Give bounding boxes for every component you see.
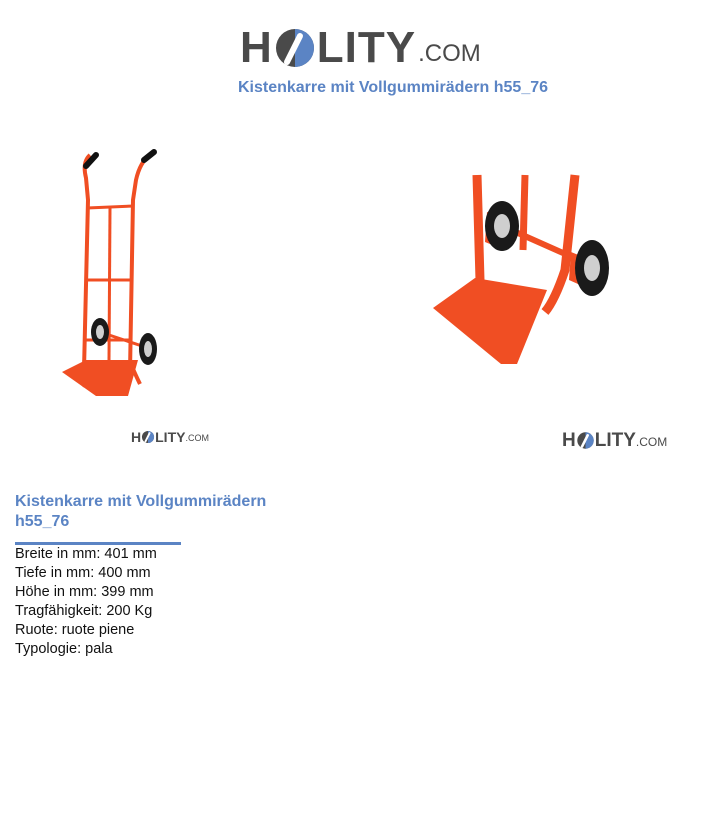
spec-depth: Tiefe in mm: 400 mm bbox=[15, 565, 151, 581]
logo-suffix: .COM bbox=[635, 435, 668, 449]
logo-letter-h: H bbox=[562, 430, 576, 451]
spec-wheels: Ruote: ruote piene bbox=[15, 622, 135, 638]
logo-o-icon bbox=[576, 431, 595, 450]
logo-word: LITY bbox=[316, 23, 417, 72]
spec-type: Typologie: pala bbox=[15, 641, 113, 657]
holity-logo-small bbox=[131, 430, 209, 444]
product-image-front bbox=[20, 140, 220, 410]
product-title: Kistenkarre mit Vollgummirädern h55_76 bbox=[15, 493, 267, 530]
logo-o-icon bbox=[141, 430, 155, 444]
spec-list bbox=[15, 545, 157, 659]
logo-word: LITY bbox=[594, 430, 636, 451]
holity-logo bbox=[240, 12, 481, 70]
spec-height: Höhe in mm: 399 mm bbox=[15, 584, 154, 600]
logo-suffix: .COM bbox=[418, 40, 481, 67]
logo-letter-h: H bbox=[240, 23, 273, 72]
spec-load-capacity: Tragfähigkeit: 200 Kg bbox=[15, 603, 153, 619]
page-title: Kistenkarre mit Vollgummirädern h55_76 bbox=[237, 79, 549, 96]
logo-o-icon bbox=[274, 26, 316, 70]
logo-word: LITY bbox=[155, 429, 186, 445]
logo-letter-h: H bbox=[131, 429, 142, 445]
spec-width: Breite in mm: 401 mm bbox=[15, 546, 157, 562]
product-image-detail bbox=[405, 150, 635, 375]
logo-suffix: .COM bbox=[185, 433, 209, 443]
holity-logo-small bbox=[562, 431, 667, 450]
